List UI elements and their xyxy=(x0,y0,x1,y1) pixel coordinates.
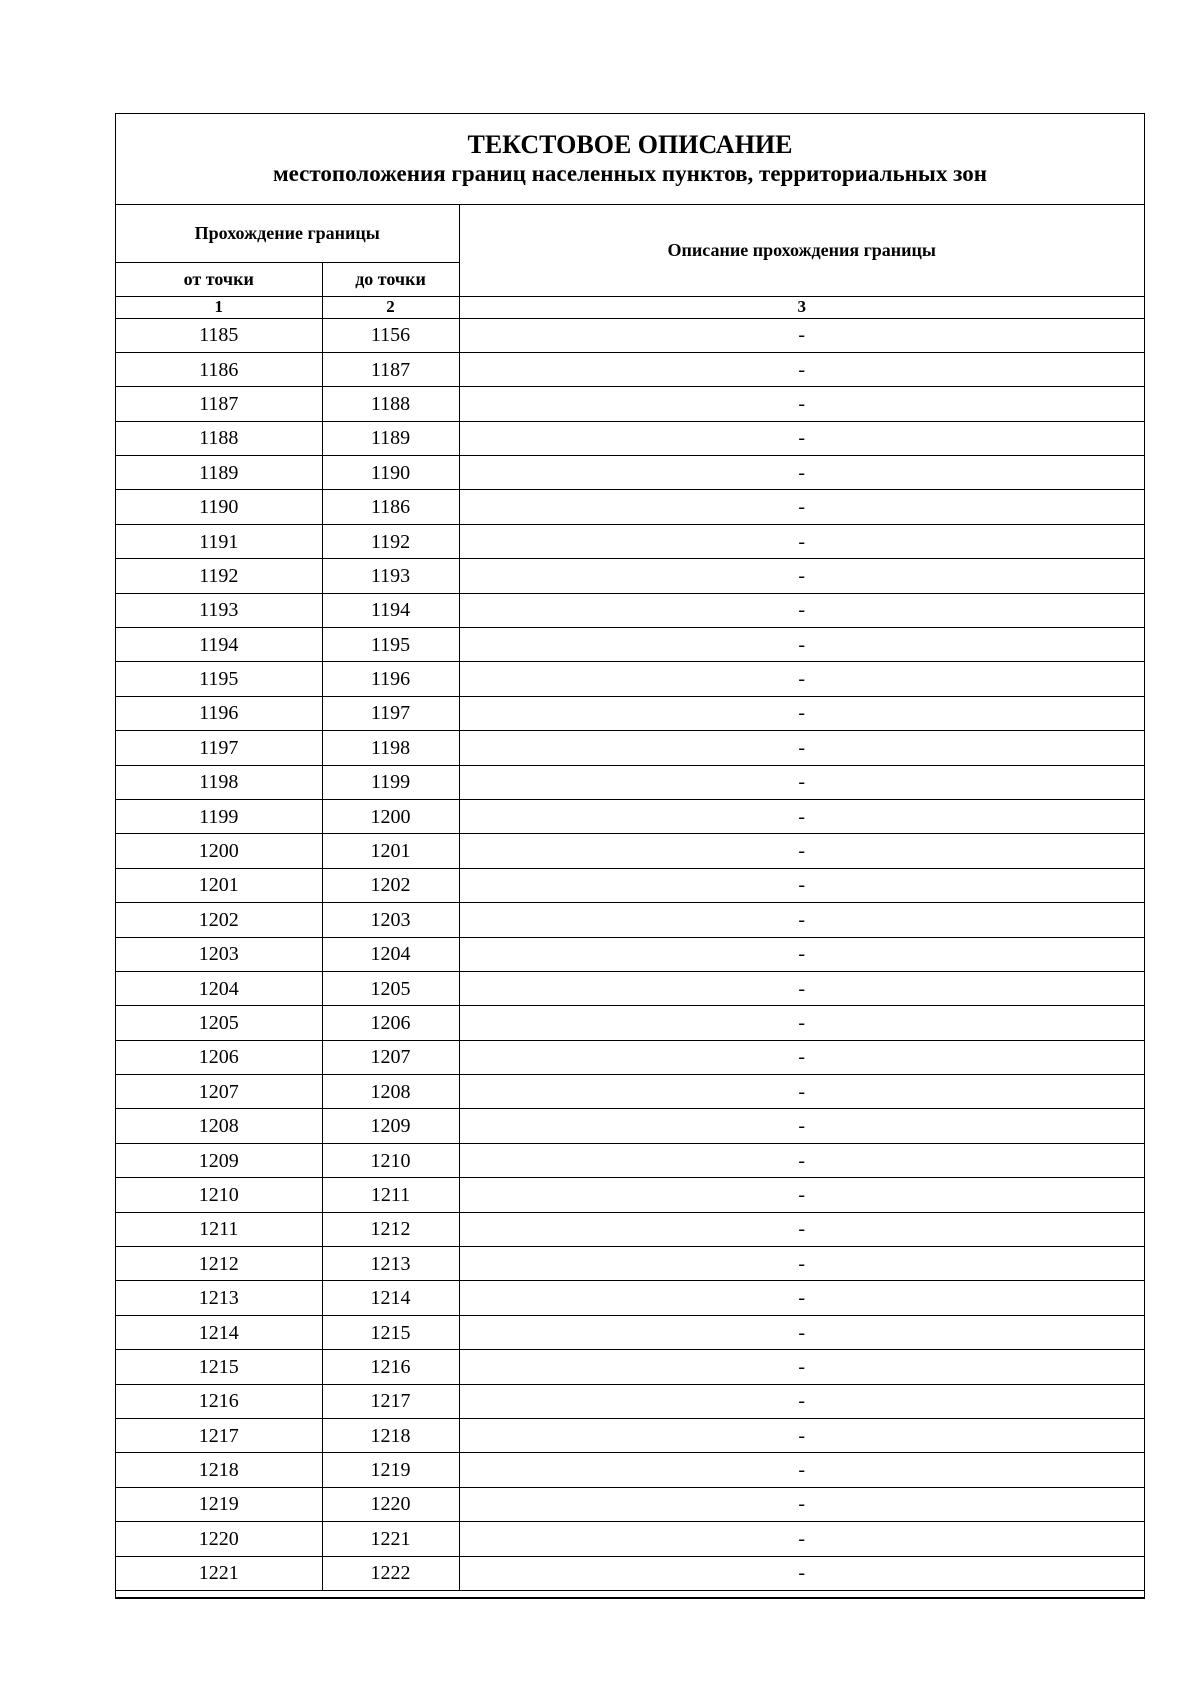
table-row xyxy=(116,1487,1144,1521)
from-point-cell: 1205 xyxy=(116,1006,322,1040)
table-row xyxy=(116,490,1144,524)
table-row xyxy=(116,1212,1144,1246)
table-row xyxy=(116,799,1144,833)
description-cell: - xyxy=(459,456,1144,490)
to-point-cell: 1211 xyxy=(322,1178,459,1212)
from-point-cell: 1221 xyxy=(116,1556,322,1590)
table-row xyxy=(116,352,1144,386)
from-point-cell: 1190 xyxy=(116,490,322,524)
description-cell: - xyxy=(459,1178,1144,1212)
to-point-cell: 1199 xyxy=(322,765,459,799)
table-row xyxy=(116,387,1144,421)
to-point-cell: 1156 xyxy=(322,318,459,352)
from-point-cell: 1211 xyxy=(116,1212,322,1246)
from-point-cell: 1195 xyxy=(116,662,322,696)
to-point-cell: 1198 xyxy=(322,731,459,765)
table-row xyxy=(116,593,1144,627)
to-point-cell: 1196 xyxy=(322,662,459,696)
description-cell: - xyxy=(459,1006,1144,1040)
to-point-cell: 1187 xyxy=(322,352,459,386)
table-row xyxy=(116,1315,1144,1349)
description-cell: - xyxy=(459,1522,1144,1556)
from-point-cell: 1187 xyxy=(116,387,322,421)
table-row xyxy=(116,731,1144,765)
to-point-cell: 1220 xyxy=(322,1487,459,1521)
to-point-cell: 1189 xyxy=(322,421,459,455)
from-point-cell: 1214 xyxy=(116,1315,322,1349)
to-point-cell: 1192 xyxy=(322,524,459,558)
to-point-cell: 1216 xyxy=(322,1350,459,1384)
table-row xyxy=(116,696,1144,730)
table-row xyxy=(116,421,1144,455)
table-header xyxy=(116,205,1144,318)
from-point-cell: 1209 xyxy=(116,1143,322,1177)
to-point-cell: 1217 xyxy=(322,1384,459,1418)
from-point-cell: 1200 xyxy=(116,834,322,868)
table-row xyxy=(116,765,1144,799)
to-point-cell: 1212 xyxy=(322,1212,459,1246)
description-cell: - xyxy=(459,1556,1144,1590)
to-point-cell: 1195 xyxy=(322,628,459,662)
description-cell: - xyxy=(459,1350,1144,1384)
description-cell: - xyxy=(459,834,1144,868)
from-point-cell: 1207 xyxy=(116,1075,322,1109)
document-frame xyxy=(115,113,1145,1598)
from-point-cell: 1185 xyxy=(116,318,322,352)
table-row xyxy=(116,868,1144,902)
to-point-cell: 1203 xyxy=(322,903,459,937)
table-row xyxy=(116,1350,1144,1384)
from-point-cell: 1201 xyxy=(116,868,322,902)
boundary-table xyxy=(116,205,1144,1591)
from-point-cell: 1206 xyxy=(116,1040,322,1074)
table-row xyxy=(116,937,1144,971)
description-cell: - xyxy=(459,1453,1144,1487)
description-cell: - xyxy=(459,318,1144,352)
table-row xyxy=(116,1522,1144,1556)
column-number-2: 2 xyxy=(322,296,459,318)
from-point-cell: 1210 xyxy=(116,1178,322,1212)
header-boundary-passage: Прохождение границы xyxy=(116,205,459,262)
table-row xyxy=(116,628,1144,662)
from-point-cell: 1216 xyxy=(116,1384,322,1418)
to-point-cell: 1215 xyxy=(322,1315,459,1349)
to-point-cell: 1209 xyxy=(322,1109,459,1143)
description-cell: - xyxy=(459,352,1144,386)
description-cell: - xyxy=(459,1212,1144,1246)
table-row xyxy=(116,1040,1144,1074)
table-row xyxy=(116,318,1144,352)
column-number-3: 3 xyxy=(459,296,1144,318)
description-cell: - xyxy=(459,765,1144,799)
to-point-cell: 1210 xyxy=(322,1143,459,1177)
from-point-cell: 1194 xyxy=(116,628,322,662)
description-cell: - xyxy=(459,696,1144,730)
from-point-cell: 1203 xyxy=(116,937,322,971)
title-block xyxy=(116,114,1144,205)
document-title: ТЕКСТОВОЕ ОПИСАНИЕ xyxy=(467,130,793,159)
table-row xyxy=(116,1109,1144,1143)
description-cell: - xyxy=(459,490,1144,524)
header-from-point: от точки xyxy=(116,262,322,296)
from-point-cell: 1196 xyxy=(116,696,322,730)
from-point-cell: 1217 xyxy=(116,1419,322,1453)
description-cell: - xyxy=(459,421,1144,455)
from-point-cell: 1202 xyxy=(116,903,322,937)
table-row xyxy=(116,834,1144,868)
column-number-1: 1 xyxy=(116,296,322,318)
to-point-cell: 1205 xyxy=(322,971,459,1005)
description-cell: - xyxy=(459,868,1144,902)
table-row xyxy=(116,1281,1144,1315)
description-cell: - xyxy=(459,524,1144,558)
to-point-cell: 1193 xyxy=(322,559,459,593)
from-point-cell: 1192 xyxy=(116,559,322,593)
to-point-cell: 1206 xyxy=(322,1006,459,1040)
from-point-cell: 1215 xyxy=(116,1350,322,1384)
from-point-cell: 1189 xyxy=(116,456,322,490)
description-cell: - xyxy=(459,799,1144,833)
from-point-cell: 1198 xyxy=(116,765,322,799)
to-point-cell: 1222 xyxy=(322,1556,459,1590)
to-point-cell: 1194 xyxy=(322,593,459,627)
to-point-cell: 1188 xyxy=(322,387,459,421)
to-point-cell: 1197 xyxy=(322,696,459,730)
from-point-cell: 1219 xyxy=(116,1487,322,1521)
table-row xyxy=(116,1178,1144,1212)
description-cell: - xyxy=(459,387,1144,421)
table-row xyxy=(116,1143,1144,1177)
table-row xyxy=(116,1453,1144,1487)
table-row xyxy=(116,1419,1144,1453)
description-cell: - xyxy=(459,662,1144,696)
to-point-cell: 1207 xyxy=(322,1040,459,1074)
document-subtitle: местоположения границ населенных пунктов, территориальных зон xyxy=(273,161,987,186)
description-cell: - xyxy=(459,1281,1144,1315)
table-row xyxy=(116,971,1144,1005)
description-cell: - xyxy=(459,1109,1144,1143)
from-point-cell: 1218 xyxy=(116,1453,322,1487)
table-row xyxy=(116,524,1144,558)
to-point-cell: 1219 xyxy=(322,1453,459,1487)
from-point-cell: 1212 xyxy=(116,1247,322,1281)
description-cell: - xyxy=(459,1419,1144,1453)
to-point-cell: 1202 xyxy=(322,868,459,902)
description-cell: - xyxy=(459,559,1144,593)
to-point-cell: 1186 xyxy=(322,490,459,524)
table-row xyxy=(116,1556,1144,1590)
description-cell: - xyxy=(459,731,1144,765)
from-point-cell: 1213 xyxy=(116,1281,322,1315)
description-cell: - xyxy=(459,971,1144,1005)
to-point-cell: 1200 xyxy=(322,799,459,833)
table-row xyxy=(116,1247,1144,1281)
table-row xyxy=(116,1075,1144,1109)
to-point-cell: 1214 xyxy=(322,1281,459,1315)
bottom-rule xyxy=(115,1598,1145,1599)
table-row xyxy=(116,662,1144,696)
to-point-cell: 1213 xyxy=(322,1247,459,1281)
description-cell: - xyxy=(459,1040,1144,1074)
table-row xyxy=(116,1006,1144,1040)
from-point-cell: 1199 xyxy=(116,799,322,833)
table-row xyxy=(116,456,1144,490)
to-point-cell: 1208 xyxy=(322,1075,459,1109)
description-cell: - xyxy=(459,628,1144,662)
from-point-cell: 1220 xyxy=(116,1522,322,1556)
from-point-cell: 1191 xyxy=(116,524,322,558)
description-cell: - xyxy=(459,1075,1144,1109)
description-cell: - xyxy=(459,1487,1144,1521)
table-row xyxy=(116,1384,1144,1418)
header-to-point: до точки xyxy=(322,262,459,296)
from-point-cell: 1193 xyxy=(116,593,322,627)
to-point-cell: 1218 xyxy=(322,1419,459,1453)
from-point-cell: 1186 xyxy=(116,352,322,386)
from-point-cell: 1208 xyxy=(116,1109,322,1143)
description-cell: - xyxy=(459,1315,1144,1349)
description-cell: - xyxy=(459,1247,1144,1281)
description-cell: - xyxy=(459,593,1144,627)
table-row xyxy=(116,559,1144,593)
description-cell: - xyxy=(459,1143,1144,1177)
description-cell: - xyxy=(459,1384,1144,1418)
header-description: Описание прохождения границы xyxy=(459,205,1144,296)
to-point-cell: 1221 xyxy=(322,1522,459,1556)
to-point-cell: 1190 xyxy=(322,456,459,490)
from-point-cell: 1188 xyxy=(116,421,322,455)
from-point-cell: 1204 xyxy=(116,971,322,1005)
table-body xyxy=(116,318,1144,1590)
table-row xyxy=(116,903,1144,937)
description-cell: - xyxy=(459,937,1144,971)
description-cell: - xyxy=(459,903,1144,937)
from-point-cell: 1197 xyxy=(116,731,322,765)
to-point-cell: 1201 xyxy=(322,834,459,868)
to-point-cell: 1204 xyxy=(322,937,459,971)
